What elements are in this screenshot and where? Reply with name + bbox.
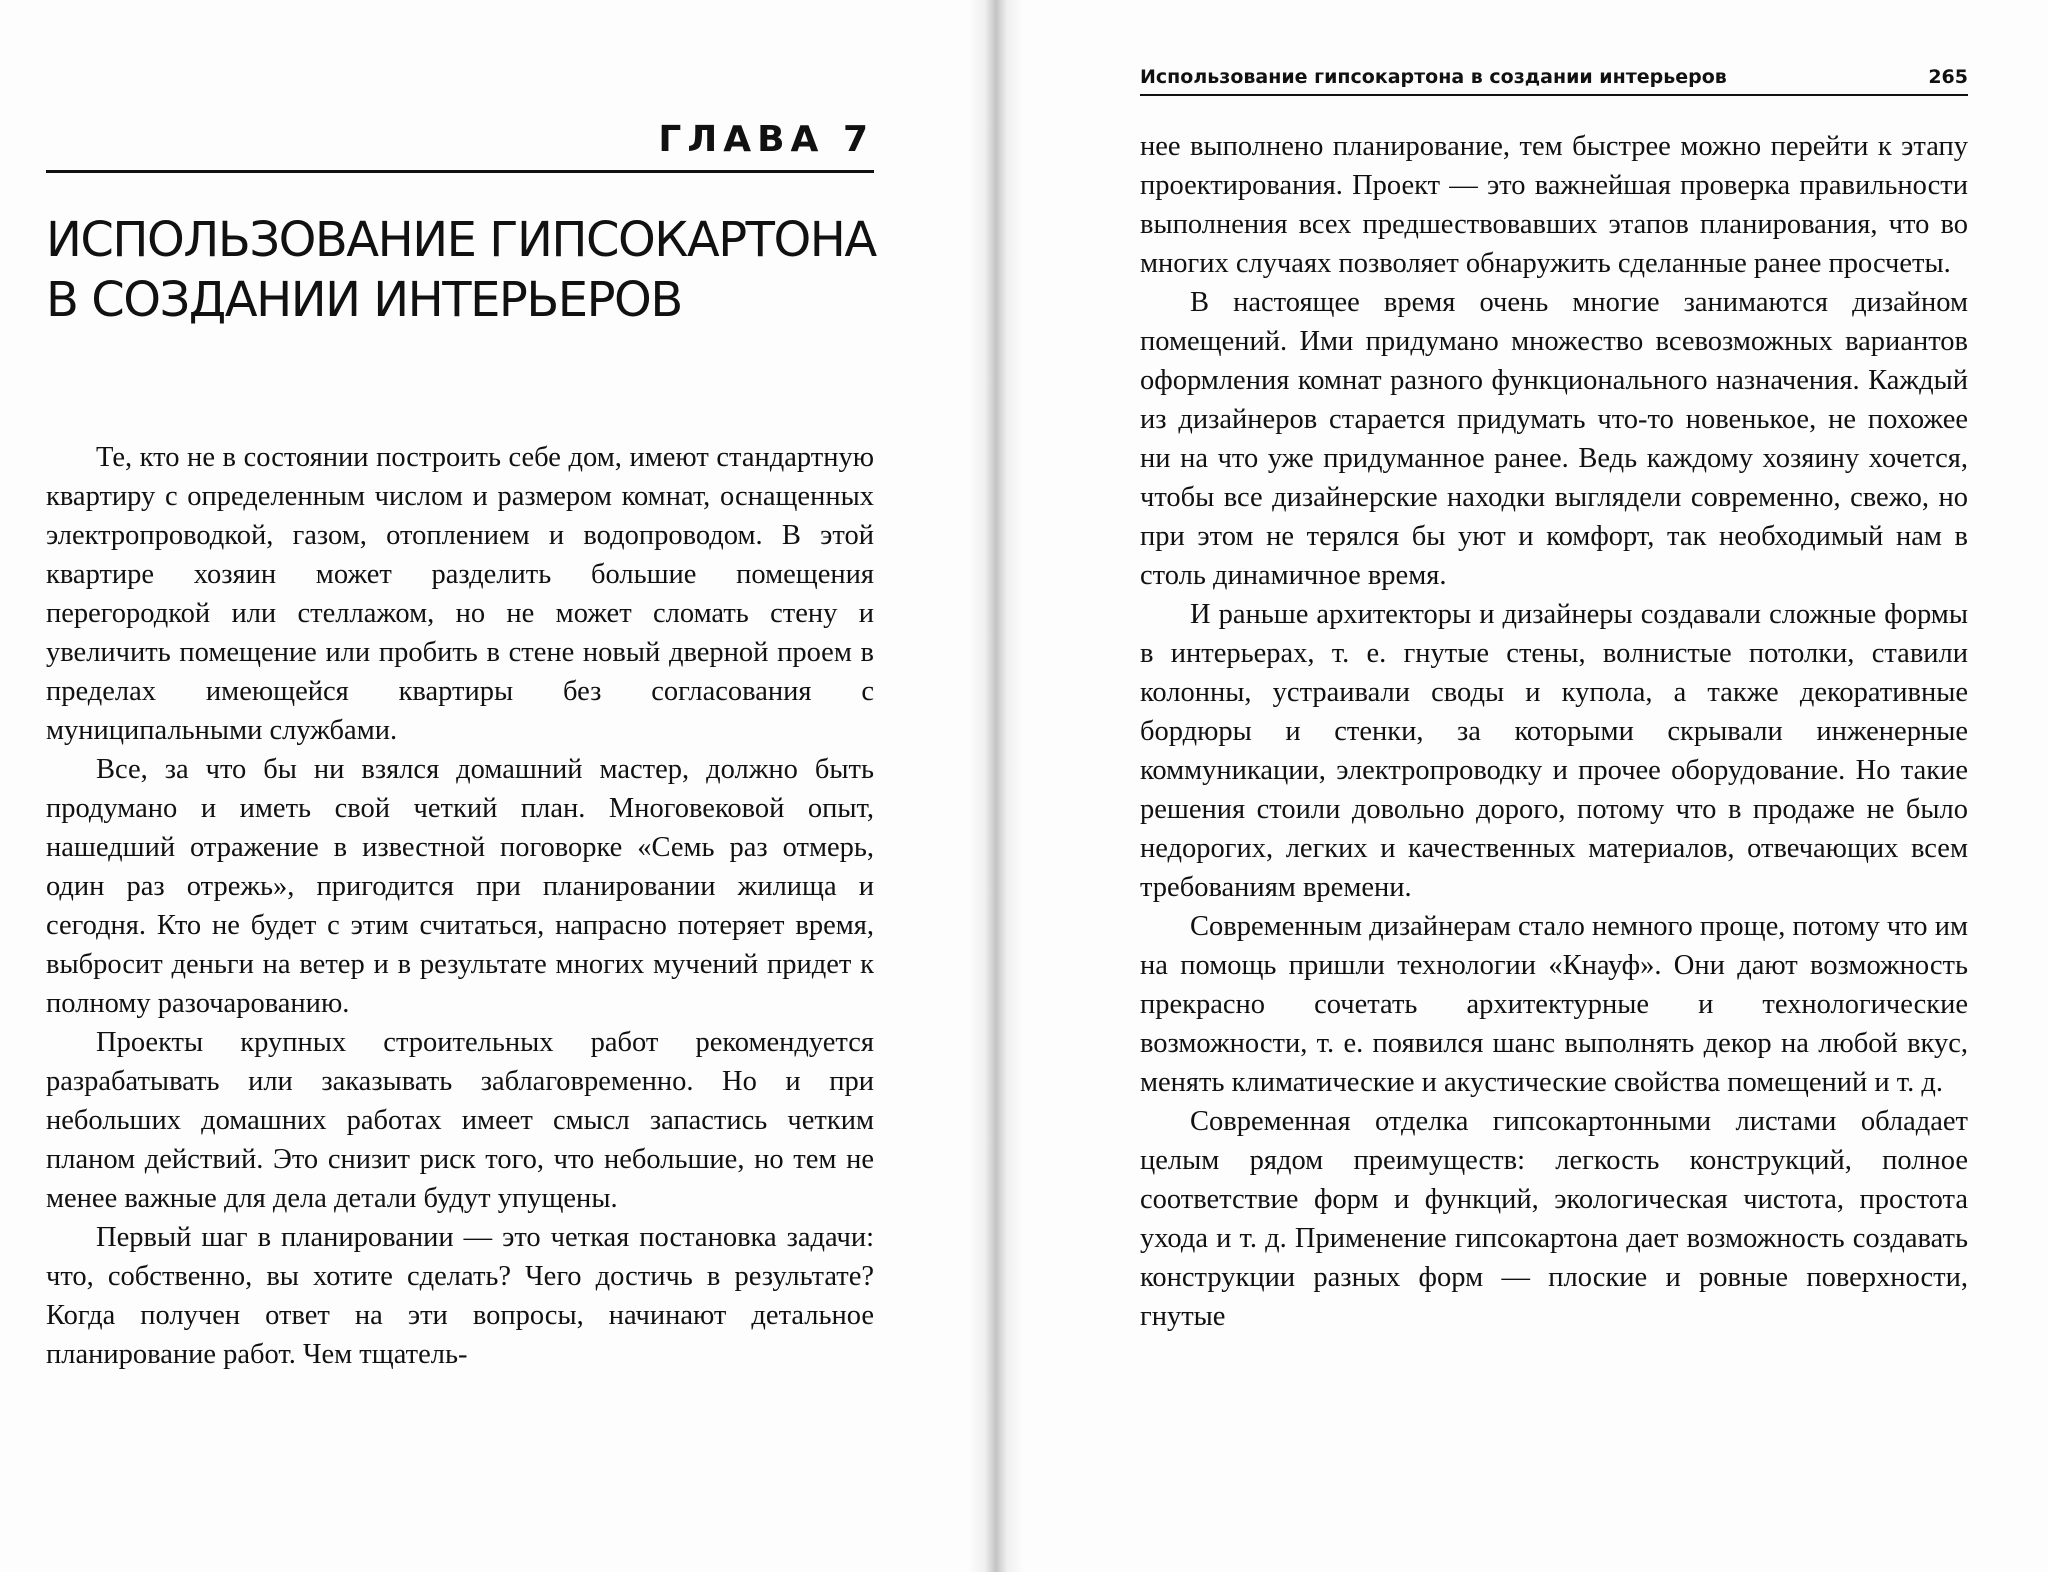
paragraph: нее выполнено планирование, тем быстрее можно перейти к этапу проектирования. Проект — это важнейшая проверка правильности выполнения всех предшествовавших этапов планирования, что во многих случаях позволяет обнаружить сделанные ранее просчеты.	[1140, 131, 1968, 279]
chapter-title	[46, 210, 874, 330]
running-title: Использование гипсокартона в создании интерьеров	[1140, 66, 1727, 88]
paragraph: Первый шаг в планировании — это четкая постановка задачи: что, собственно, вы хотите сделать? Чего достичь в результате? Когда получен ответ на эти вопросы, начинают детальное планирование работ. Чем тщатель-	[46, 1222, 874, 1370]
chapter-title-line-2: В СОЗДАНИИ ИНТЕРЬЕРОВ	[46, 272, 682, 328]
page-number: 265	[1928, 66, 1968, 88]
paragraph: Современная отделка гипсокартонными листами обладает целым рядом преимуществ: легкость конструкций, полное соответствие форм и функций, экологическая чистота, простота ухода и т. д. Применение гипсокартона дает возможность создавать конструкции разных форм — плоские и ровные поверхности, гнутые	[1140, 1106, 1968, 1332]
paragraph: Современным дизайнерам стало немного проще, потому что им на помощь пришли технологии «Кнауф». Они дают возможность прекрасно сочетать архитектурные и технологические возможности, т. е. появился шанс выполнять декор на любой вкус, менять климатические и акустические свойства помещений и т. д.	[1140, 911, 1968, 1098]
chapter-label: ГЛАВА 7	[46, 118, 874, 173]
paragraph: Все, за что бы ни взялся домашний мастер, должно быть продумано и иметь свой четкий план. Многовековой опыт, нашедший отражение в известной поговорке «Семь раз отмерь, один раз отрежь», пригодится при планировании жилища и сегодня. Кто не будет с этим считаться, напрасно потеряет время, выбросит деньги на ветер и в результате многих мучений придет к полному разочарованию.	[46, 754, 874, 1019]
chapter-title-line-1: ИСПОЛЬЗОВАНИЕ ГИПСОКАРТОНА	[46, 212, 876, 268]
book-gutter	[968, 0, 1024, 1572]
left-body-text	[46, 438, 874, 1374]
paragraph: Те, кто не в состоянии построить себе дом, имеют стандартную квартиру с определенным числом и размером комнат, оснащенных электропроводкой, газом, отоплением и водопроводом. В этой квартире хозяин может разделить большие помещения перегородкой или стеллажом, но не может сломать стену и увеличить помещение или пробить в стене новый дверной проем в пределах имеющейся квартиры без согласования с муниципальными службами.	[46, 442, 874, 746]
running-header	[1140, 64, 1968, 96]
right-body-text	[1140, 127, 1968, 1336]
paragraph: Проекты крупных строительных работ рекомендуется разрабатывать или заказывать заблаговременно. Но и при небольших домашних работах имеет смысл запастись четким планом действий. Это снизит риск того, что небольшие, но тем не менее важные для дела детали будут упущены.	[46, 1027, 874, 1214]
left-page	[0, 0, 968, 1572]
paragraph: И раньше архитекторы и дизайнеры создавали сложные формы в интерьерах, т. е. гнутые стены, волнистые потолки, ставили колонны, устраивали своды и купола, а также декоративные бордюры и стенки, за которыми скрывали инженерные коммуникации, электропроводку и прочее оборудование. Но такие решения стоили довольно дорого, потому что в продаже не было недорогих, легких и качественных материалов, отвечающих всем требованиям времени.	[1140, 599, 1968, 903]
paragraph: В настоящее время очень многие занимаются дизайном помещений. Ими придумано множество всевозможных вариантов оформления комнат разного функционального назначения. Каждый из дизайнеров старается придумать что-то новенькое, не похожее ни на что уже придуманное ранее. Ведь каждому хозяину хочется, чтобы все дизайнерские находки выглядели современно, свежо, но при этом не терялся бы уют и комфорт, так необходимый нам в столь динамичное время.	[1140, 287, 1968, 591]
